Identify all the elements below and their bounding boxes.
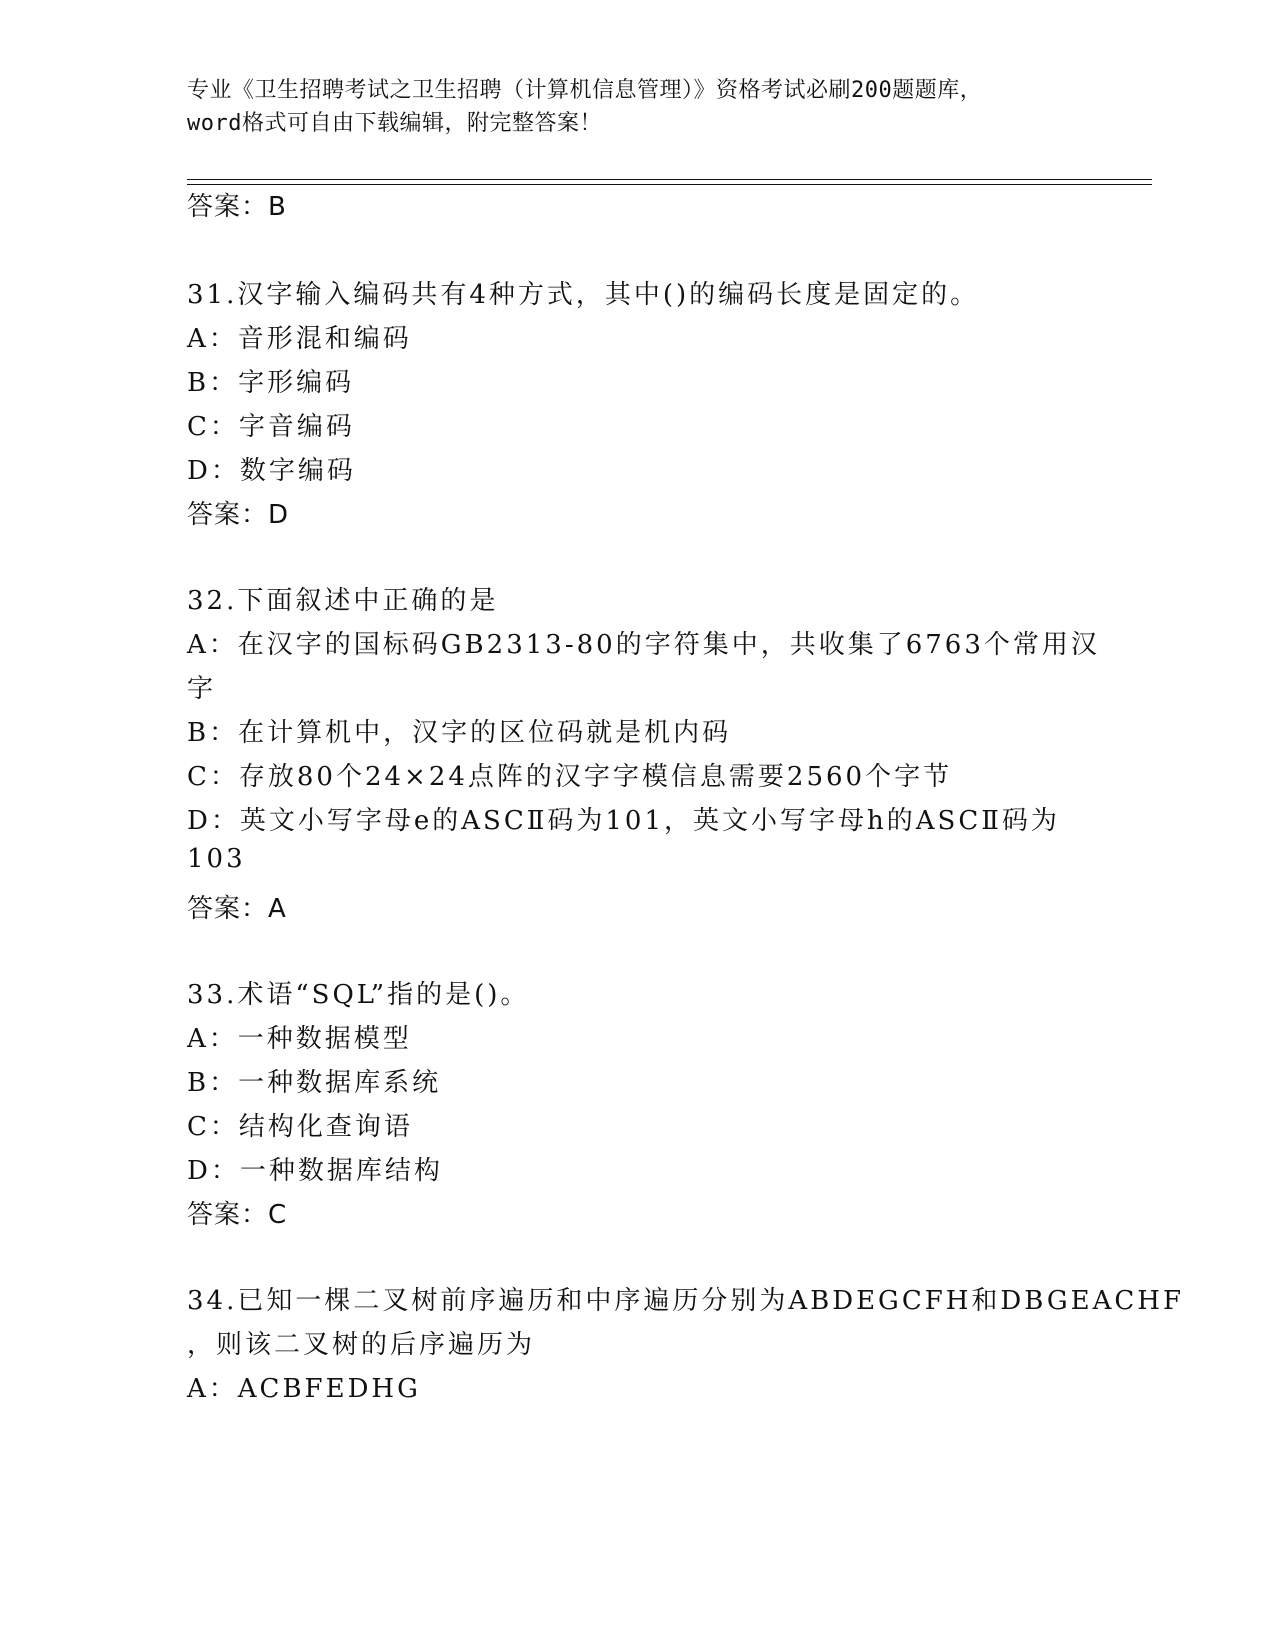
document-header bbox=[187, 74, 1087, 140]
question-33-option-a: A：一种数据模型 bbox=[187, 1024, 412, 1054]
question-33-option-c: C：结构化查询语 bbox=[187, 1112, 413, 1142]
question-32-option-d: D：英文小写字母e的ASCⅡ码为101，英文小写字母h的ASCⅡ码为 bbox=[187, 806, 1060, 836]
question-32-option-a-continued: 字 bbox=[187, 674, 217, 704]
header-line-2: word格式可自由下载编辑，附完整答案！ bbox=[187, 111, 602, 136]
previous-answer: 答案：B bbox=[187, 192, 287, 222]
question-31-stem: 31.汉字输入编码共有4种方式，其中()的编码长度是固定的。 bbox=[187, 280, 980, 310]
header-line-1: 专业《卫生招聘考试之卫生招聘（计算机信息管理）》资格考试必刷200题题库， bbox=[187, 78, 983, 103]
question-34-stem: 34.已知一棵二叉树前序遍历和中序遍历分别为ABDEGCFH和DBGEACHF bbox=[187, 1286, 1185, 1316]
question-33-answer: 答案：C bbox=[187, 1200, 288, 1230]
question-34-stem-continued: ，则该二叉树的后序遍历为 bbox=[187, 1330, 536, 1360]
question-33-option-b: B：一种数据库系统 bbox=[187, 1068, 442, 1098]
header-divider-bottom bbox=[187, 184, 1152, 185]
question-32-answer: 答案：A bbox=[187, 894, 287, 924]
question-32-stem: 32.下面叙述中正确的是 bbox=[187, 586, 499, 616]
question-31-option-a: A：音形混和编码 bbox=[187, 324, 412, 354]
question-33-stem: 33.术语“SQL”指的是()。 bbox=[187, 980, 530, 1010]
question-31-option-b: B：字形编码 bbox=[187, 368, 355, 398]
question-31-option-c: C：字音编码 bbox=[187, 412, 355, 442]
question-31-answer: 答案：D bbox=[187, 500, 290, 530]
question-32-option-d-continued: 103 bbox=[187, 844, 246, 874]
question-32-option-a: A：在汉字的国标码GB2313-80的字符集中，共收集了6763个常用汉 bbox=[187, 630, 1100, 660]
question-31-option-d: D：数字编码 bbox=[187, 456, 356, 486]
question-33-option-d: D：一种数据库结构 bbox=[187, 1156, 443, 1186]
question-32-option-b: B：在计算机中，汉字的区位码就是机内码 bbox=[187, 718, 732, 748]
question-32-option-c: C：存放80个24×24点阵的汉字字模信息需要2560个字节 bbox=[187, 762, 953, 792]
question-34-option-a: A：ACBFEDHG bbox=[187, 1374, 421, 1404]
header-divider-top bbox=[187, 179, 1152, 180]
